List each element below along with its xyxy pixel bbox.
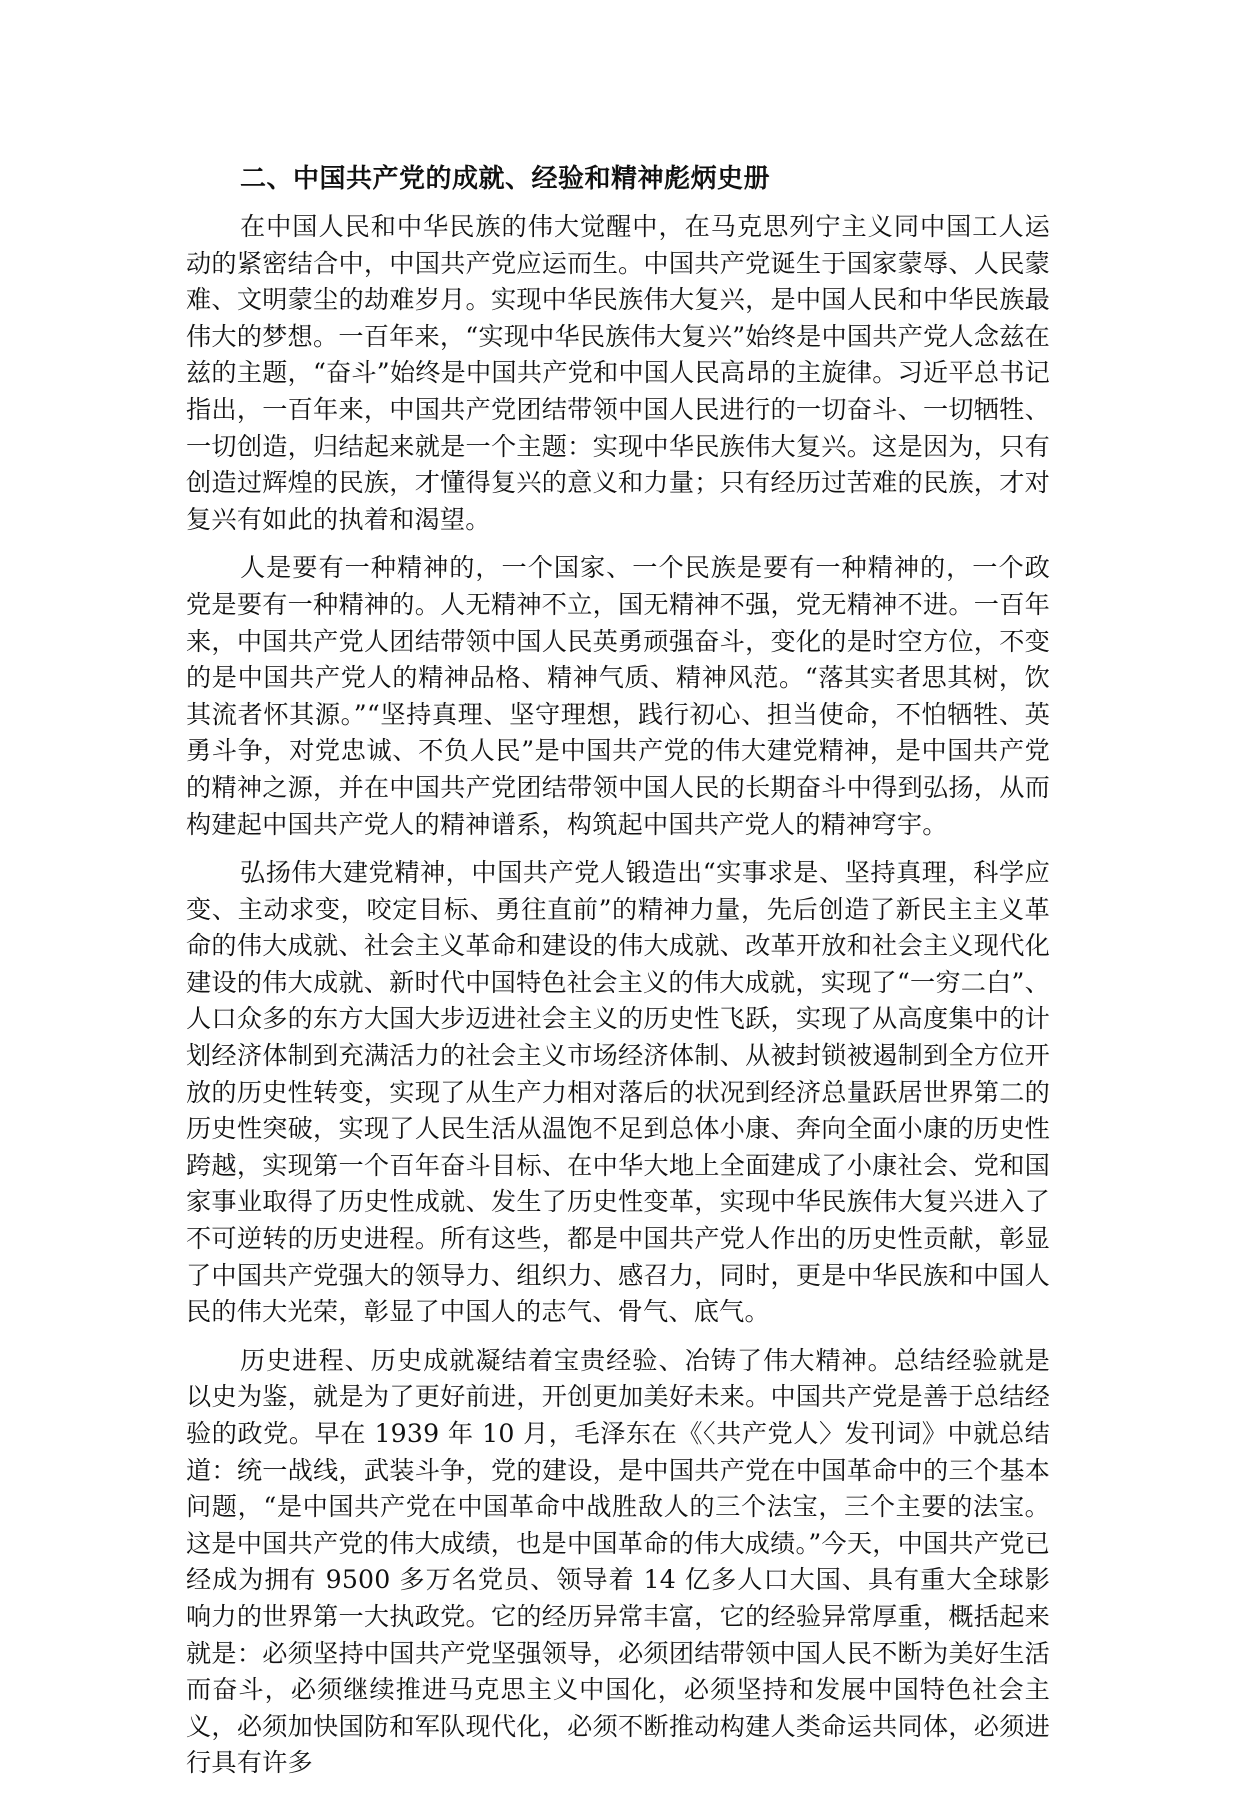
section-heading: 二、中国共产党的成就、经验和精神彪炳史册: [240, 164, 771, 194]
paragraph-4: 历史进程、历史成就凝结着宝贵经验、冶铸了伟大精神。总结经验就是以史为鉴，就是为了更好前进，开创更加美好未来。中国共产党是善于总结经验的政党。早在 1939 年 10 月，毛泽东在《〈共产党人〉发刊词》中就总结道：统一战线，武装斗争，党的建设，是中国共产党在中国革命中的三个基本问题，“是中国共产党在中国革命中战胜敌人的三个法宝，三个主要的法宝。这是中国共产党的伟大成绩，也是中国革命的伟大成绩。”今天，中国共产党已经成为拥有 9500 多万名党员、领导着 14 亿多人口大国、具有重大全球影响力的世界第一大执政党。它的经历异常丰富，它的经验异常厚重，概括起来就是：必须坚持中国共产党坚强领导，必须团结带领中国人民不断为美好生活而奋斗，必须继续推进马克思主义中国化，必须坚持和发展中国特色社会主义，必须加快国防和军队现代化，必须不断推动构建人类命运共同体，必须进行具有许多: [186, 1345, 1050, 1778]
document-body: [186, 161, 1050, 1794]
paragraph-2: 人是要有一种精神的，一个国家、一个民族是要有一种精神的，一个政党是要有一种精神的。人无精神不立，国无精神不强，党无精神不进。一百年来，中国共产党人团结带领中国人民英勇顽强奋斗，变化的是时空方位，不变的是中国共产党人的精神品格、精神气质、精神风范。“落其实者思其树，饮其流者怀其源。”“坚持真理、坚守理想，践行初心、担当使命，不怕牺牲、英勇斗争，对党忠诚、不负人民”是中国共产党的伟大建党精神，是中国共产党的精神之源，并在中国共产党团结带领中国人民的长期奋斗中得到弘扬，从而构建起中国共产党人的精神谱系，构筑起中国共产党人的精神穹宇。: [186, 553, 1050, 839]
paragraph-1: 在中国人民和中华民族的伟大觉醒中，在马克思列宁主义同中国工人运动的紧密结合中，中国共产党应运而生。中国共产党诞生于国家蒙辱、人民蒙难、文明蒙尘的劫难岁月。实现中华民族伟大复兴，是中国人民和中华民族最伟大的梦想。一百年来，“实现中华民族伟大复兴”始终是中国共产党人念兹在兹的主题，“奋斗”始终是中国共产党和中国人民高昂的主旋律。习近平总书记指出，一百年来，中国共产党团结带领中国人民进行的一切奋斗、一切牺牲、一切创造，归结起来就是一个主题：实现中华民族伟大复兴。这是因为，只有创造过辉煌的民族，才懂得复兴的意义和力量；只有经历过苦难的民族，才对复兴有如此的执着和渴望。: [186, 212, 1050, 534]
paragraph-3: 弘扬伟大建党精神，中国共产党人锻造出“实事求是、坚持真理，科学应变、主动求变，咬定目标、勇往直前”的精神力量，先后创造了新民主主义革命的伟大成就、社会主义革命和建设的伟大成就、改革开放和社会主义现代化建设的伟大成就、新时代中国特色社会主义的伟大成就，实现了“一穷二白”、人口众多的东方大国大步迈进社会主义的历史性飞跃，实现了从高度集中的计划经济体制到充满活力的社会主义市场经济体制、从被封锁被遏制到全方位开放的历史性转变，实现了从生产力相对落后的状况到经济总量跃居世界第二的历史性突破，实现了人民生活从温饱不足到总体小康、奔向全面小康的历史性跨越，实现第一个百年奋斗目标、在中华大地上全面建成了小康社会、党和国家事业取得了历史性成就、发生了历史性变革，实现中华民族伟大复兴进入了不可逆转的历史进程。所有这些，都是中国共产党人作出的历史性贡献，彰显了中国共产党强大的领导力、组织力、感召力，同时，更是中华民族和中国人民的伟大光荣，彰显了中国人的志气、骨气、底气。: [186, 858, 1050, 1327]
